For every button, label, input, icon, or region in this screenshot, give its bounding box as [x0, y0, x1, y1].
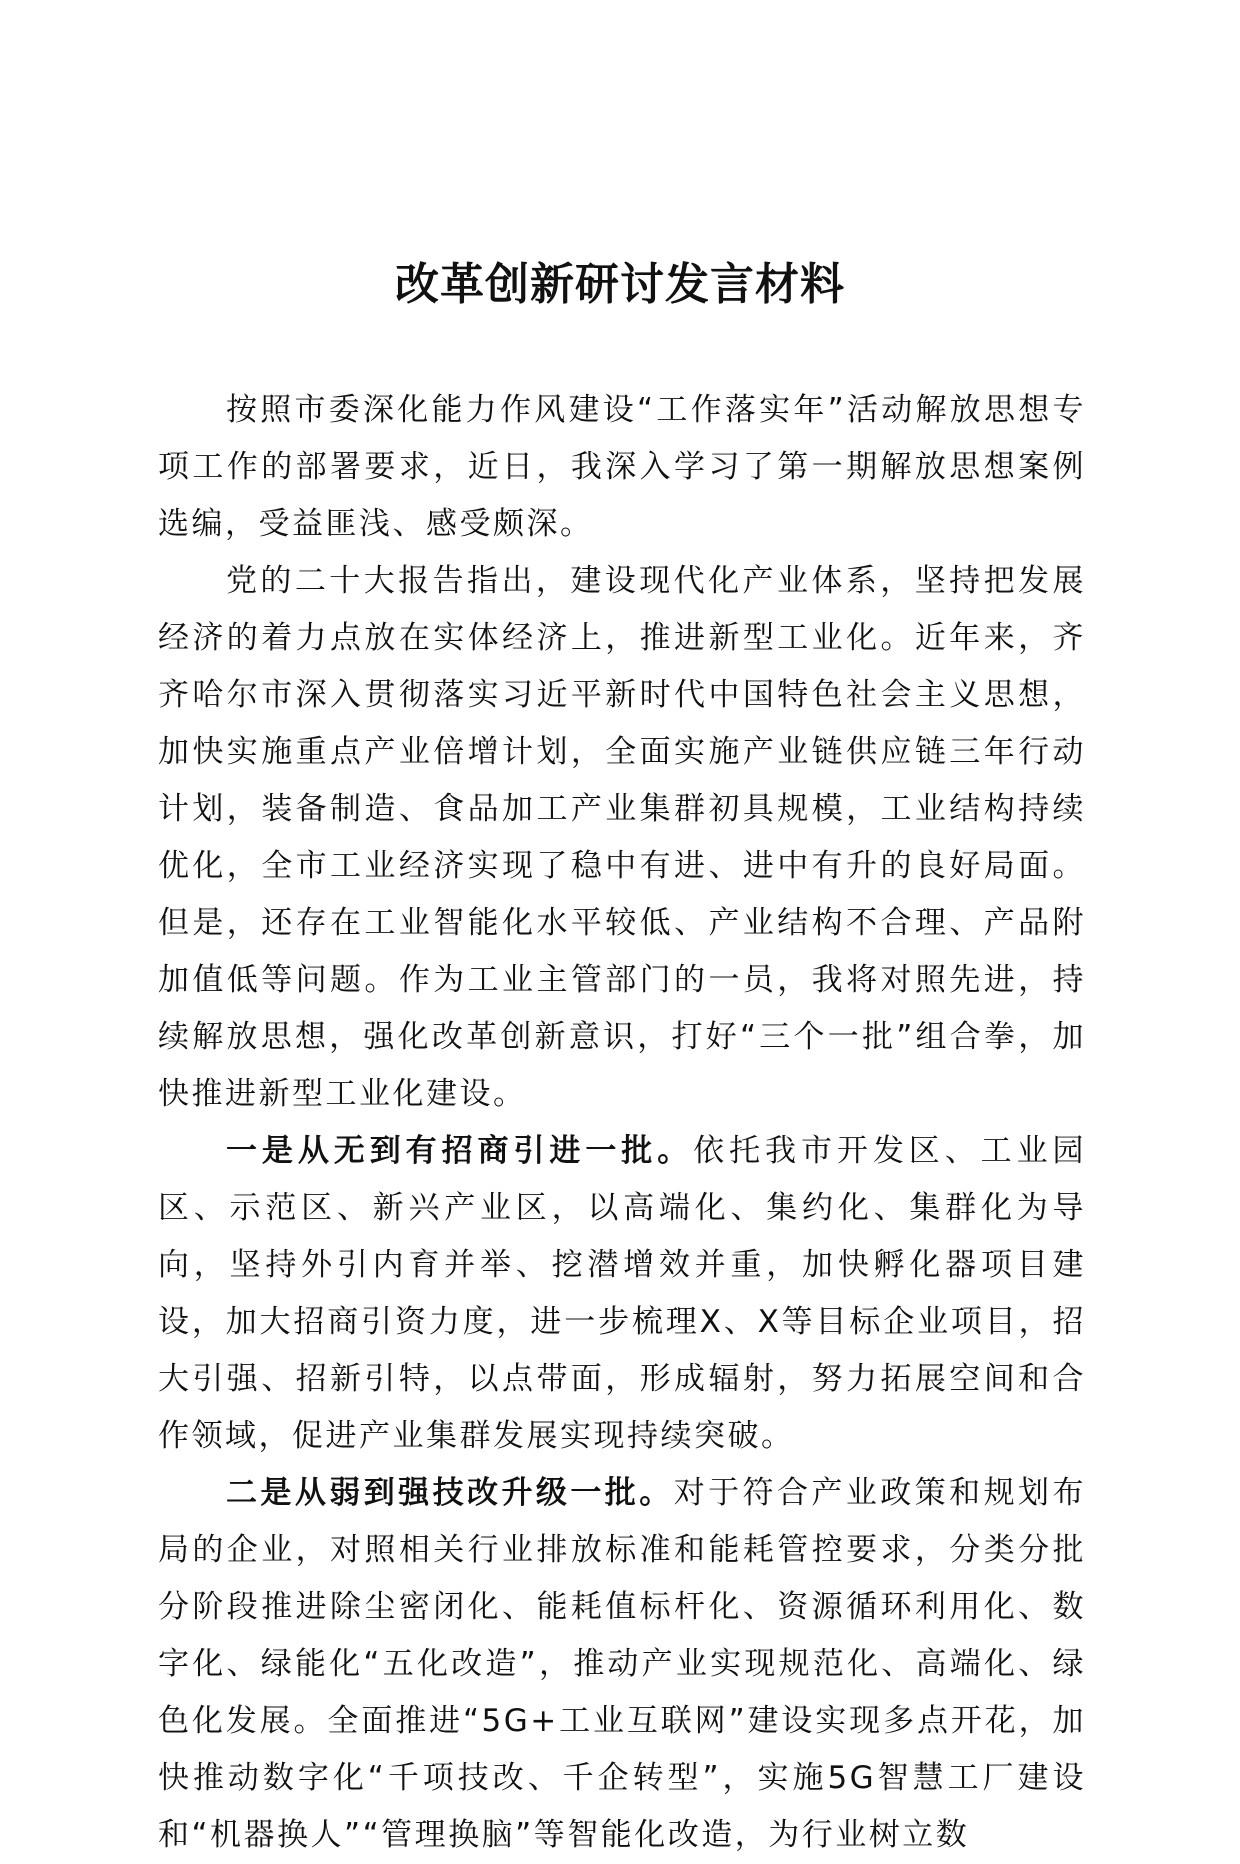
paragraph-text: 依托我市开发区、工业园区、示范区、新兴产业区，以高端化、集约化、集群化为导向，坚持外引内育并举、挖潜增效并重，加快孵化器项目建设，加大招商引资力度，进一步梳理X、X等目标企业项目，招大引强、招新引特，以点带面，形成辐射，努力拓展空间和合作领域，促进产业集群发展实现持续突破。	[158, 1133, 1087, 1454]
paragraph-point-two	[158, 1465, 1086, 1864]
paragraph-intro	[158, 382, 1086, 553]
paragraph-text: 对于符合产业政策和规划布局的企业，对照相关行业排放标准和能耗管控要求，分类分批分阶段推进除尘密闭化、能耗值标杆化、资源循环利用化、数字化、绿能化“五化改造”，推动产业实现规范化、高端化、绿色化发展。全面推进“5G+工业互联网”建设实现多点开花，加快推动数字化“千项技改、千企转型”，实施5G智慧工厂建设和“机器换人”“管理换脑”等智能化改造，为行业树立数	[158, 1475, 1086, 1853]
document-body	[158, 382, 1086, 1864]
paragraph-lead: 二是从弱到强技改升级一批。	[226, 1475, 674, 1511]
paragraph-lead: 一是从无到有招商引进一批。	[226, 1133, 694, 1169]
paragraph-background	[158, 553, 1086, 1123]
paragraph-point-one	[158, 1123, 1086, 1465]
paragraph-text: 党的二十大报告指出，建设现代化产业体系，坚持把发展经济的着力点放在实体经济上，推进新型工业化。近年来，齐齐哈尔市深入贯彻落实习近平新时代中国特色社会主义思想，加快实施重点产业倍增计划，全面实施产业链供应链三年行动计划，装备制造、食品加工产业集群初具规模，工业结构持续优化，全市工业经济实现了稳中有进、进中有升的良好局面。但是，还存在工业智能化水平较低、产业结构不合理、产品附加值低等问题。作为工业主管部门的一员，我将对照先进，持续解放思想，强化改革创新意识，打好“三个一批”组合拳，加快推进新型工业化建设。	[158, 563, 1086, 1112]
paragraph-text: 按照市委深化能力作风建设“工作落实年”活动解放思想专项工作的部署要求，近日，我深入学习了第一期解放思想案例选编，受益匪浅、感受颇深。	[158, 392, 1086, 542]
document-title: 改革创新研讨发言材料	[395, 259, 845, 310]
